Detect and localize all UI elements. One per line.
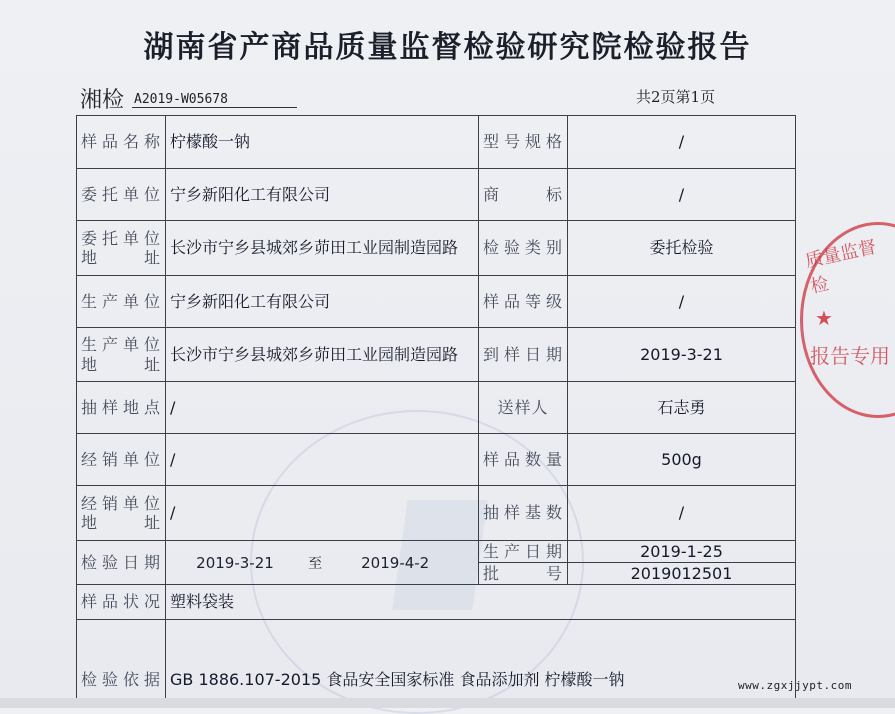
page-info: 共2页第1页: [636, 88, 716, 106]
value-client: 宁乡新阳化工有限公司: [166, 169, 479, 221]
value-sampling-site: /: [166, 382, 479, 434]
label-client: 委托单位: [77, 169, 166, 221]
label-line: 地 址: [81, 354, 161, 374]
label-distributor: 经销单位: [77, 434, 166, 486]
label-sender: 送样人: [479, 382, 568, 434]
label-arrival-date: 到样日期: [479, 328, 568, 382]
label-test-date: 检验日期: [77, 541, 166, 585]
table-row: [77, 169, 796, 221]
value-arrival-date: 2019-3-21: [568, 328, 796, 382]
label-producer-addr: [77, 328, 166, 382]
label-distributor-addr: [77, 486, 166, 541]
value-batch: 2019012501: [568, 563, 796, 585]
table-row: [77, 276, 796, 328]
table-row: [77, 585, 796, 620]
value-prod-date: 2019-1-25: [568, 541, 796, 563]
value-test-type: 委托检验: [568, 221, 796, 276]
label-batch: 批 号: [479, 563, 568, 585]
label-sample-name: 样品名称: [77, 116, 166, 169]
table-row: [77, 620, 796, 700]
value-client-addr: 长沙市宁乡县城郊乡茆田工业园制造园路: [166, 221, 479, 276]
value-quantity: 500g: [568, 434, 796, 486]
label-client-addr: [77, 221, 166, 276]
stamp-text-top: 质量监督检: [803, 236, 879, 298]
label-test-type: 检验类别: [479, 221, 568, 276]
table-row: [77, 541, 796, 563]
stamp-star-icon: ★: [815, 306, 833, 330]
label-line: 地 址: [81, 513, 161, 532]
value-producer: 宁乡新阳化工有限公司: [166, 276, 479, 328]
table-row: [77, 434, 796, 486]
label-line: 地 址: [81, 248, 161, 267]
value-test-date: [166, 541, 479, 585]
table-row: [77, 486, 796, 541]
label-model: 型号规格: [479, 116, 568, 169]
test-date-from: 2019-3-21: [196, 553, 274, 572]
table-row: [77, 221, 796, 276]
value-distributor-addr: /: [166, 486, 479, 541]
value-producer-addr: 长沙市宁乡县城郊乡茆田工业园制造园路: [166, 328, 479, 382]
label-grade: 样品等级: [479, 276, 568, 328]
label-producer: 生产单位: [77, 276, 166, 328]
value-distributor: /: [166, 434, 479, 486]
report-title: 湖南省产商品质量监督检验研究院检验报告: [143, 30, 752, 65]
label-basis: 检验依据: [77, 620, 166, 700]
value-sampling-base: /: [568, 486, 796, 541]
value-sample-name: 柠檬酸一钠: [166, 116, 479, 169]
value-model: /: [568, 116, 796, 169]
label-line: 生产单位: [81, 335, 161, 355]
table-row: [77, 382, 796, 434]
table-row: [77, 116, 796, 169]
test-date-to: 2019-4-2: [361, 553, 430, 572]
table-row: [77, 328, 796, 382]
value-sender: 石志勇: [568, 382, 796, 434]
label-line: 经销单位: [81, 493, 161, 513]
value-trademark: /: [568, 169, 796, 221]
label-line: 委托单位: [81, 228, 161, 248]
value-basis: GB 1886.107-2015 食品安全国家标准 食品添加剂 柠檬酸一钠: [166, 620, 796, 700]
doc-number: A2019-W05678: [132, 92, 297, 108]
label-condition: 样品状况: [77, 585, 166, 620]
stamp-text-bottom: 报告专用: [810, 344, 890, 368]
label-quantity: 样品数量: [479, 434, 568, 486]
test-date-to-word: 至: [308, 555, 323, 572]
bottom-bar: [0, 698, 895, 708]
label-sampling-base: 抽样基数: [479, 486, 568, 541]
value-grade: /: [568, 276, 796, 328]
label-trademark: 商 标: [479, 169, 568, 221]
footer-url: www.zgxjjypt.com: [738, 679, 852, 692]
label-sampling-site: 抽样地点: [77, 382, 166, 434]
doc-prefix: 湘检: [80, 88, 125, 113]
label-prod-date: 生产日期: [479, 541, 568, 563]
report-table: [76, 115, 796, 700]
value-condition: 塑料袋装: [166, 585, 796, 620]
